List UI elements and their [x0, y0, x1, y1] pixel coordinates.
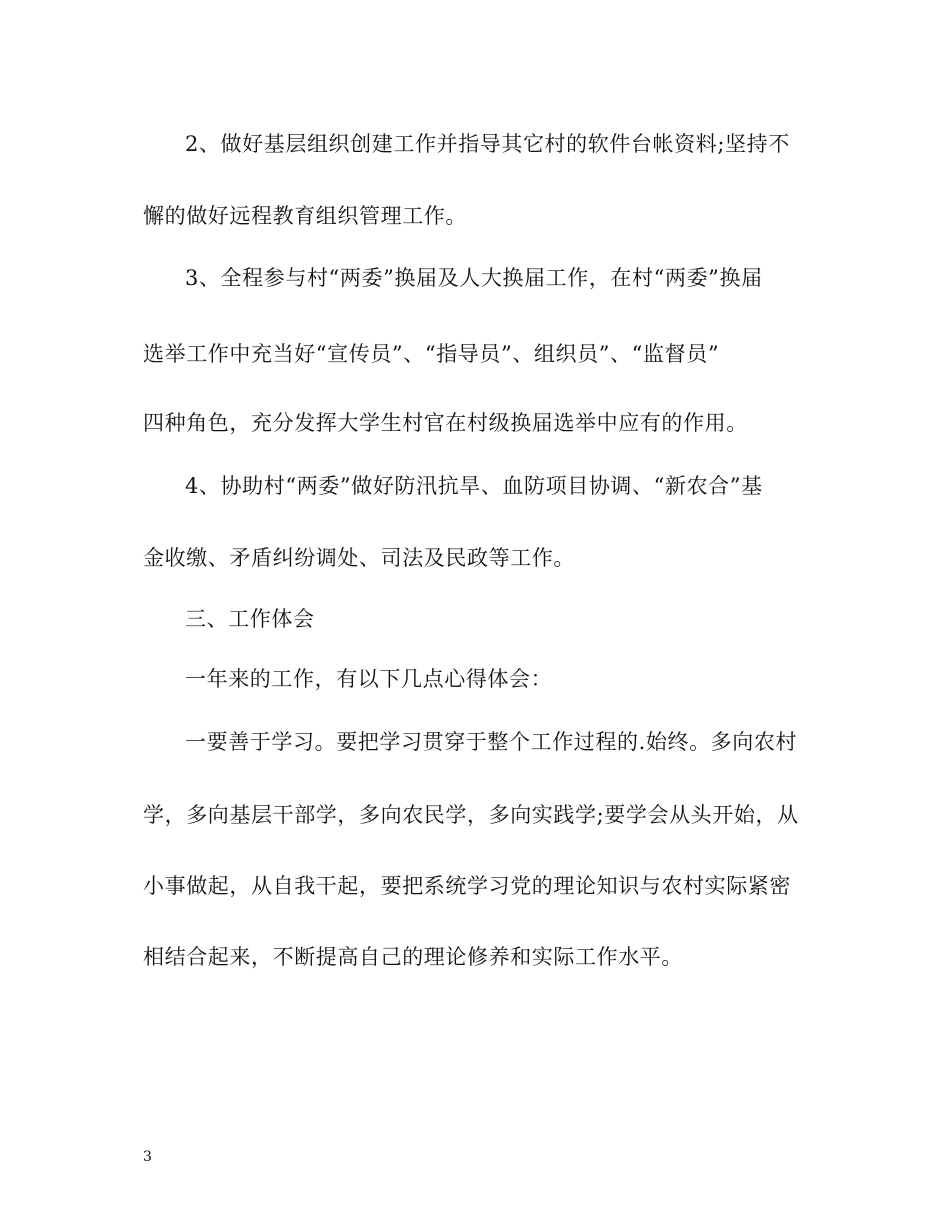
paragraph-line: 一年来的工作，有以下几点心得体会： [185, 667, 553, 691]
paragraph-line: 相结合起来，不断提高自己的理论修养和实际工作水平。 [143, 945, 683, 969]
paragraph-line: 选举工作中充当好“宣传员”、“指导员”、组织员”、“监督员” [143, 342, 720, 366]
paragraph-line: 2、做好基层组织创建工作并指导其它村的软件台帐资料;坚持不 [185, 132, 790, 156]
page-number: 3 [143, 1149, 152, 1165]
paragraph-line: 金收缴、矛盾纠纷调处、司法及民政等工作。 [143, 546, 575, 570]
paragraph-line: 小事做起，从自我干起，要把系统学习党的理论知识与农村实际紧密 [143, 874, 791, 898]
paragraph-line: 学，多向基层干部学，多向农民学，多向实践学;要学会从头开始，从 [143, 803, 799, 827]
paragraph-line: 一要善于学习。要把学习贯穿于整个工作过程的.始终。多向农村 [185, 730, 798, 754]
paragraph-line: 懈的做好远程教育组织管理工作。 [143, 204, 467, 228]
paragraph-line: 四种角色，充分发挥大学生村官在村级换届选举中应有的作用。 [143, 411, 748, 435]
section-heading: 三、工作体会 [185, 607, 315, 631]
paragraph-line: 3、全程参与村“两委”换届及人大换届工作，在村“两委”换届 [185, 266, 763, 290]
paragraph-line: 4、协助村“两委”做好防汛抗旱、血防项目协调、“新农合”基 [185, 474, 763, 498]
